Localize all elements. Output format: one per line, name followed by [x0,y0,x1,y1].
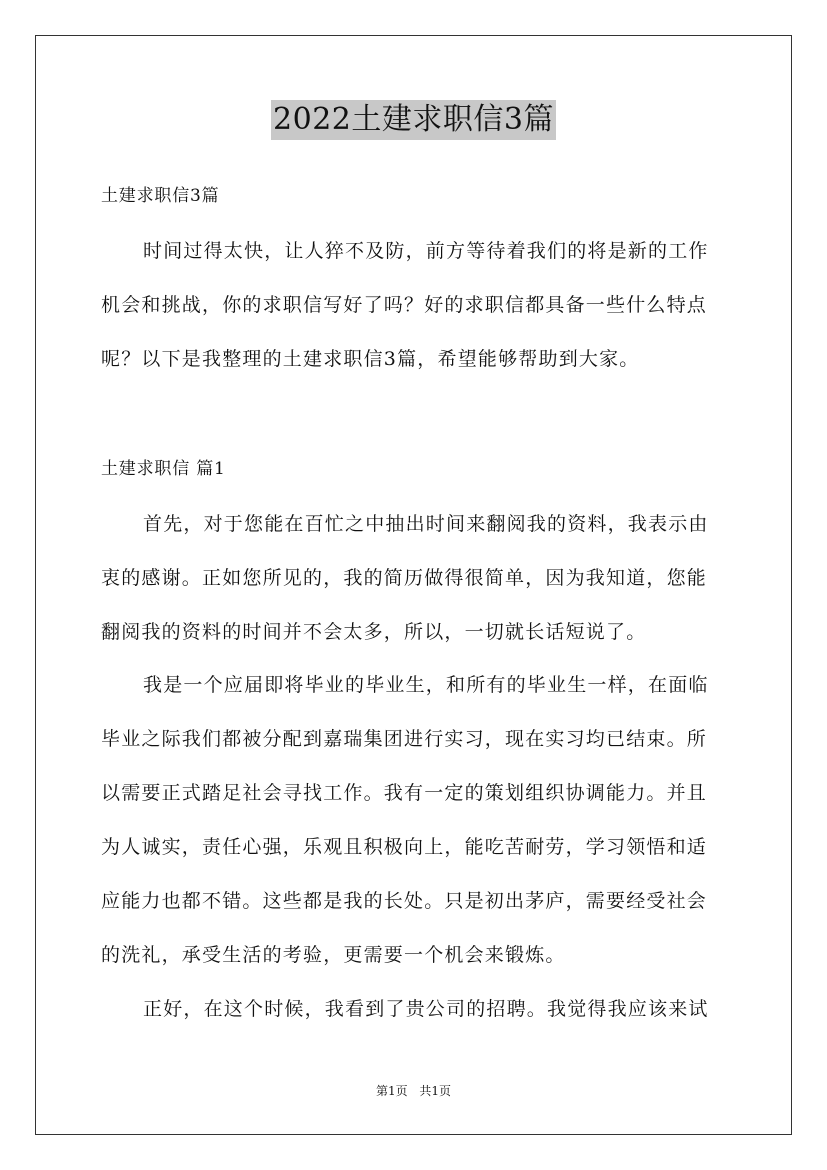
intro-line-1: 时间过得太快，让人猝不及防，前方等待着我们的将是新的工作 [143,240,709,262]
page-total: 共1页 [419,1084,452,1098]
document-title: 2022土建求职信3篇 [271,100,556,140]
section1-line: 衷的感谢。正如您所见的，我的简历做得很简单，因为我知道，您能 [101,567,708,589]
section1-line: 以需要正式踏足社会寻找工作。我有一定的策划组织协调能力。并且 [101,782,708,804]
section1-line: 正好，在这个时候，我看到了贵公司的招聘。我觉得我应该来试 [143,998,709,1020]
section1-line: 毕业之际我们都被分配到嘉瑞集团进行实习，现在实习均已结束。所 [101,728,708,750]
title-wrap [0,100,827,140]
section1-line: 首先，对于您能在百忙之中抽出时间来翻阅我的资料，我表示由 [143,513,709,535]
section1-line: 的洗礼，承受生活的考验，更需要一个机会来锻炼。 [101,944,566,966]
section1-line: 我是一个应届即将毕业的毕业生，和所有的毕业生一样，在面临 [143,674,709,696]
page-current: 第1页 [375,1084,408,1098]
section1-heading: 土建求职信 篇1 [101,459,226,479]
section1-line: 翻阅我的资料的时间并不会太多，所以，一切就长话短说了。 [101,621,647,643]
page-footer [0,1082,827,1099]
intro-line-3: 呢？以下是我整理的土建求职信3篇，希望能够帮助到大家。 [101,348,640,370]
section1-line: 为人诚实，责任心强，乐观且积极向上，能吃苦耐劳，学习领悟和适 [101,836,708,858]
section1-line: 应能力也都不错。这些都是我的长处。只是初出茅庐，需要经受社会 [101,890,708,912]
subheading: 土建求职信3篇 [101,186,220,206]
intro-line-2: 机会和挑战，你的求职信写好了吗？好的求职信都具备一些什么特点 [101,294,708,316]
